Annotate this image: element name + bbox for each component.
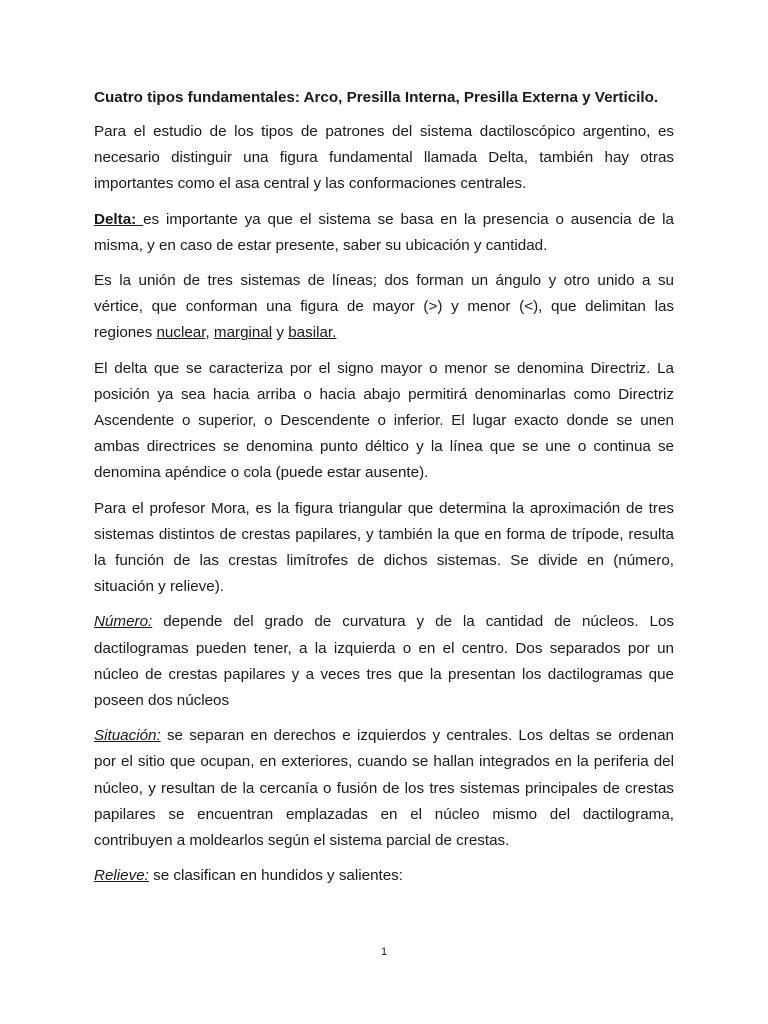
paragraph-delta <box>94 207 674 259</box>
term-situacion: Situación: <box>94 727 161 745</box>
paragraph-numero <box>94 609 674 714</box>
page-number: 1 <box>380 946 388 958</box>
paragraph-mora: Para el profesor Mora, es la figura triangular que determina la aproximación de tres sistemas distintos de crestas papilares, y también la que en forma de trípode, resulta la función de las crestas limítrofes de dichos sistemas. Se divide en (número, situación y relieve). <box>94 499 674 596</box>
paragraph-directriz: El delta que se caracteriza por el signo mayor o menor se denomina Directriz. La posición ya sea hacia arriba o hacia abajo permitirá denominarlas como Directriz Ascendente o superior, o Descendente o inferior. El lugar exacto donde se unen ambas directrices se denomina punto déltico y la línea que se une o continua se denomina apéndice o cola (puede estar ausente). <box>94 359 674 482</box>
term-basilar: basilar. <box>288 324 337 342</box>
document-body <box>94 87 674 898</box>
term-marginal: marginal <box>213 324 273 342</box>
paragraph-numero-text: depende del grado de curvatura y de la cantidad de núcleos. Los dactilogramas pueden tener, a la izquierda o en el centro. Dos separados por un núcleo de crestas papilares y a veces tres que la presentan los dactilogramas que poseen dos núcleos <box>94 613 674 710</box>
term-delta: Delta: <box>94 210 144 228</box>
paragraph-union-text: Es la unión de tres sistemas de líneas; dos forman un ángulo y otro unido a su vértice, que conforman una figura de mayor (>) y menor (<), que delimitan las regiones <box>94 272 674 342</box>
paragraph-union <box>94 268 674 347</box>
separator-1: , <box>205 324 214 342</box>
paragraph-intro: Para el estudio de los tipos de patrones del sistema dactiloscópico argentino, es necesario distinguir una figura fundamental llamada Delta, también hay otras importantes como el asa central y las conformaciones centrales. <box>94 123 674 193</box>
term-relieve: Relieve: <box>94 867 149 885</box>
separator-2: y <box>272 324 289 342</box>
term-nuclear: nuclear <box>156 324 206 342</box>
paragraph-delta-text: es importante ya que el sistema se basa en la presencia o ausencia de la misma, y en caso de estar presente, saber su ubicación y cantidad. <box>94 210 674 254</box>
paragraph-situacion-text: se separan en derechos e izquierdos y centrales. Los deltas se ordenan por el sitio que ocupan, en exteriores, cuando se hallan integrados en la periferia del núcleo, y resultan de la cercanía o fusión de los tres sistemas principales de crestas papilares se encuentran emplazadas en el núcleo mismo del dactilograma, contribuyen a moldearlos según el sistema parcial de crestas. <box>94 727 674 850</box>
term-numero: Número: <box>94 613 153 631</box>
paragraph-situacion <box>94 723 674 854</box>
paragraph-relieve <box>94 863 674 889</box>
paragraph-relieve-text: se clasifican en hundidos y salientes: <box>148 867 403 885</box>
document-title: Cuatro tipos fundamentales: Arco, Presilla Interna, Presilla Externa y Verticilo. <box>94 89 659 106</box>
